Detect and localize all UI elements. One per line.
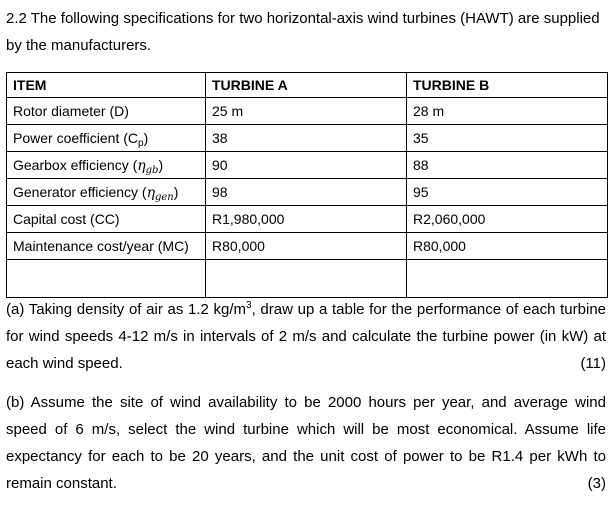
turbine-a-value: 38 bbox=[206, 125, 407, 152]
row-item-label: Capital cost (CC) bbox=[7, 206, 206, 233]
turbine-a-value: R1,980,000 bbox=[206, 206, 407, 233]
turbine-b-value: 35 bbox=[407, 125, 608, 152]
question-b bbox=[6, 389, 606, 497]
row-item-label: Maintenance cost/year (MC) bbox=[7, 233, 206, 260]
table-row bbox=[7, 125, 608, 152]
row-item-label: Gearbox efficiency $(\eta_{gb})$ bbox=[7, 152, 206, 179]
question-b-text: (b) Assume the site of wind availability to be 2000 hours per year, and average wind speed of 6 m/s, select the wind turbine which will be most economical. Assume life expectancy for each to be 20 years, and the unit cost of power to be R1.4 per kWh to remain constant. bbox=[6, 394, 606, 492]
specifications-table bbox=[6, 72, 608, 298]
empty-cell bbox=[407, 260, 608, 298]
header-turbine-a: TURBINE A bbox=[206, 73, 407, 98]
turbine-b-value: 95 bbox=[407, 179, 608, 206]
row-item-label: Rotor diameter (D) bbox=[7, 98, 206, 125]
question-number: 2.2 bbox=[6, 10, 27, 27]
turbine-a-value: 25 m bbox=[206, 98, 407, 125]
empty-cell bbox=[206, 260, 407, 298]
table-empty-row bbox=[7, 260, 608, 298]
turbine-b-value: 88 bbox=[407, 152, 608, 179]
table-header-row bbox=[7, 73, 608, 98]
table-row bbox=[7, 179, 608, 206]
question-a-text: (a) Taking density of air as 1.2 $kg/m^3$, draw up a table for the performance of each turbine for wind speeds 4-12 m/s in intervals of 2 m/s and calculate the turbine power (in kW) at each wind speed. bbox=[6, 300, 607, 372]
row-item-label: Power coefficient $(C_p)$ bbox=[7, 125, 206, 152]
turbine-a-value: 98 bbox=[206, 179, 407, 206]
turbine-a-value: 90 bbox=[206, 152, 407, 179]
row-item-label: Generator efficiency $(\eta_{gen})$ bbox=[7, 179, 206, 206]
turbine-b-value: R2,060,000 bbox=[407, 206, 608, 233]
turbine-b-value: R80,000 bbox=[407, 233, 608, 260]
table-row bbox=[7, 206, 608, 233]
question-a bbox=[6, 296, 606, 377]
empty-cell bbox=[7, 260, 206, 298]
table-row bbox=[7, 233, 608, 260]
header-turbine-b: TURBINE B bbox=[407, 73, 608, 98]
turbine-a-value: R80,000 bbox=[206, 233, 407, 260]
header-item: ITEM bbox=[7, 73, 206, 98]
question-intro bbox=[6, 5, 606, 59]
question-a-marks: (11) bbox=[580, 355, 606, 372]
table-row bbox=[7, 98, 608, 125]
question-b-marks: (3) bbox=[587, 475, 606, 492]
question-intro-text: The following specifications for two horizontal-axis wind turbines (HAWT) are supplied by the manufacturers. bbox=[6, 10, 600, 54]
turbine-b-value: 28 m bbox=[407, 98, 608, 125]
table-row bbox=[7, 152, 608, 179]
